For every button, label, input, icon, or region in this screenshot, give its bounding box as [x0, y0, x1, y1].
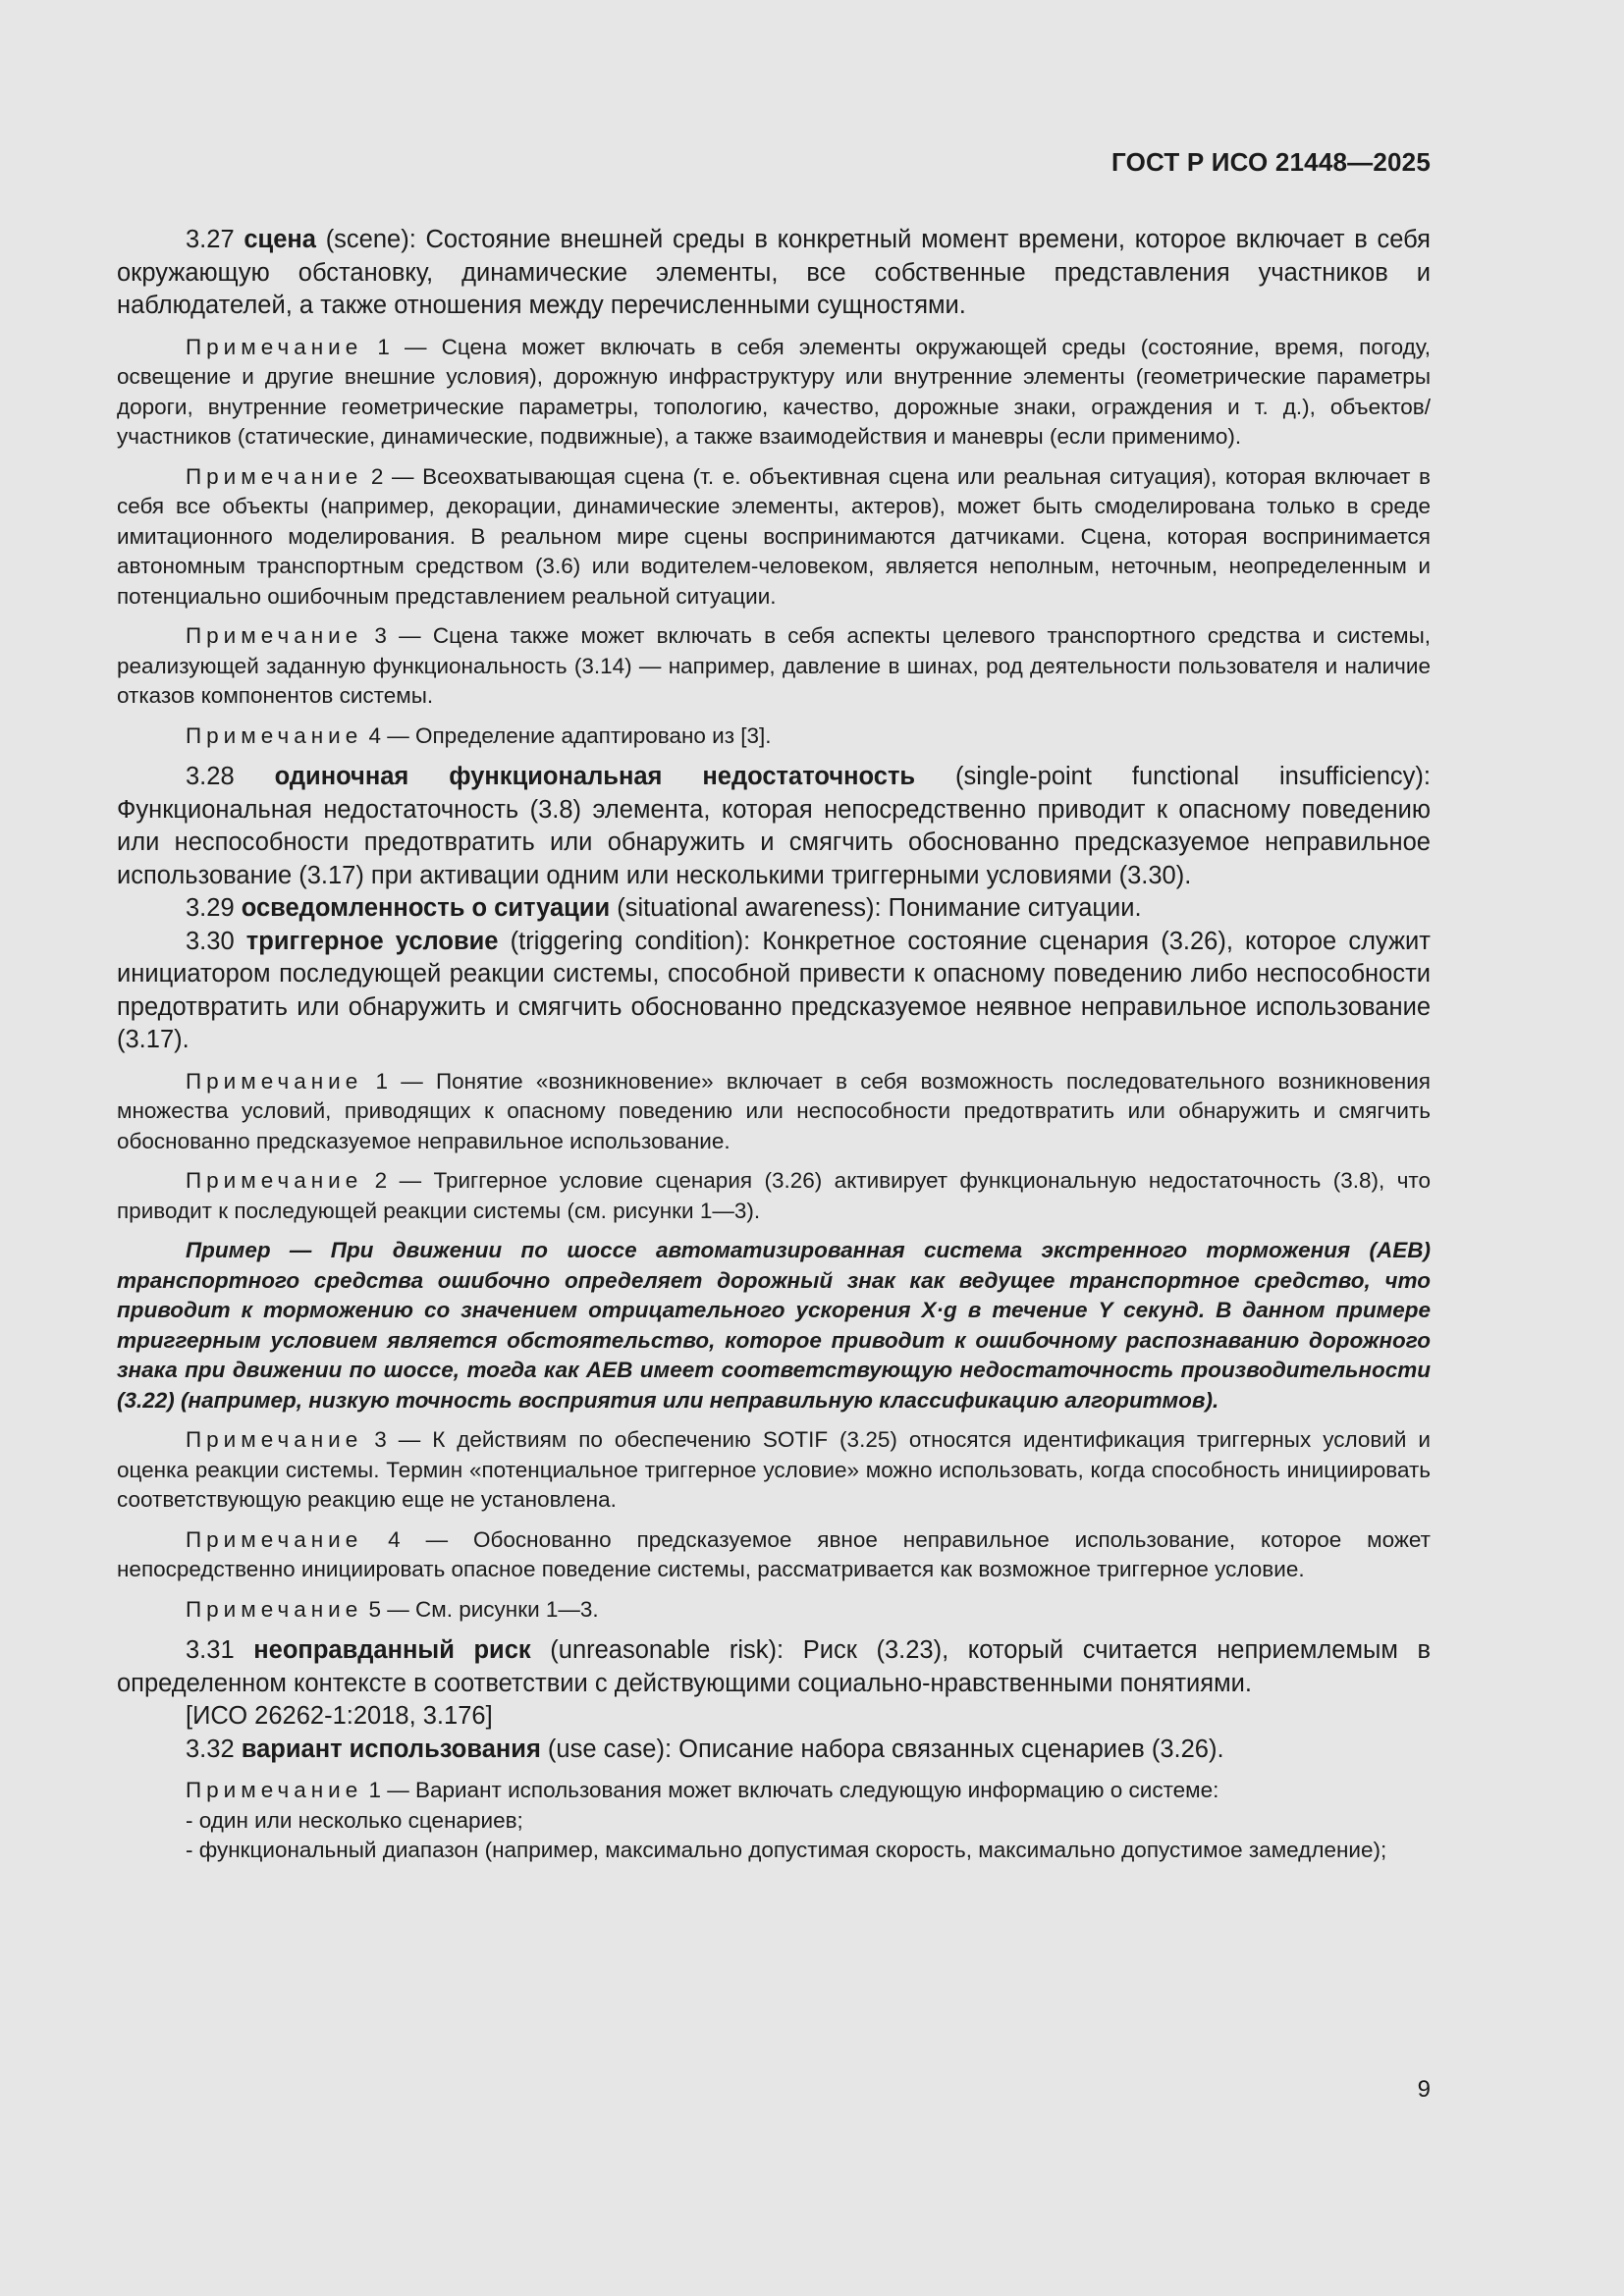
note-text: 4 — Обоснованно предсказуемое явное неправильное использование, которое может непосредственно инициировать опасное поведение системы, рассматривается как возможное триггерное условие.	[117, 1526, 1431, 1581]
term-number: 3.31	[186, 1636, 235, 1664]
note-text: 5 — См. рисунки 1—3.	[362, 1596, 599, 1622]
note-text: 2 — Всеохватывающая сцена (т. е. объективная сцена или реальная ситуация), которая включает в себя все объекты (например, декорации, динамические элементы, актеров), может быть смоделирована только в среде имитационного моделирования. В реальном мире сцены воспринимаются датчиками. Сцена, которая воспринимается автономным транспортным средством (3.6) или водителем-человеком, является неполным, неточным, неопределенным и потенциально ошибочным представлением реальной ситуации.	[117, 463, 1431, 609]
note-text: 1 — Понятие «возникновение» включает в себя возможность последовательного возникновения множества условий, приводящих к опасному поведению или неспособности предотвратить или обнаружить и смягчить обоснованно предсказуемое неправильное использование.	[117, 1068, 1431, 1153]
term-definition-text: (scene): Состояние внешней среды в конкретный момент времени, которое включает в себя окружающую обстановку, динамические элементы, все собственные представления участников и наблюдателей, а также отношения между перечисленными сущностями.	[117, 226, 1431, 319]
term-number: 3.32	[186, 1735, 235, 1763]
term-definition-text: (situational awareness): Понимание ситуации.	[610, 894, 1142, 922]
note-label: Примечание	[186, 1778, 363, 1802]
note-paragraph	[117, 1525, 1431, 1585]
term-name: сцена	[244, 226, 316, 253]
source-reference: [ИСО 26262-1:2018, 3.176]	[186, 1702, 493, 1730]
page-number: 9	[1417, 2076, 1431, 2103]
note-paragraph	[117, 462, 1431, 613]
term-name: неоправданный риск	[253, 1636, 531, 1664]
term-name: вариант использования	[241, 1735, 541, 1763]
term-definition-text: (use case): Описание набора связанных сценариев (3.26).	[540, 1735, 1224, 1763]
note-text: 4 — Определение адаптировано из [3].	[362, 722, 772, 748]
note-paragraph	[117, 1425, 1431, 1516]
term-definition	[117, 1734, 1431, 1767]
note-text: 1 — Сцена может включать в себя элементы окружающей среды (состояние, время, погоду, освещение и другие внешние условия), дорожную инфраструктуру или внутренние элементы (геометрические параметры дороги, внутренние геометрические параметры, топологию, качество, дорожные знаки, ограждения и т. д.), объектов/участников (статические, динамические, подвижные), а также взаимодействия и маневры (если применимо).	[117, 334, 1431, 449]
term-definition-text: (triggering condition): Конкретное состояние сценария (3.26), которое служит инициатором последующей реакции системы, способной привести к опасному поведению либо неспособности предотвратить или обнаружить и смягчить обоснованно предсказуемое неявное неправильное использование (3.17).	[117, 927, 1431, 1053]
note-paragraph	[117, 621, 1431, 712]
note-label: Примечание	[186, 1526, 363, 1552]
term-definition-text: (unreasonable risk): Риск (3.23), который считается неприемлемым в определенном контексте в соответствии с действующими социально-нравственными понятиями.	[117, 1636, 1432, 1697]
term-name: триггерное условие	[245, 927, 499, 955]
term-definition-text: (single-point functional insufficiency): Функциональная недостаточность (3.8) элемента, которая непосредственно приводит к опасному поведению или неспособности предотвратить или обнаружить и смягчить обоснованно предсказуемое неправильное использование (3.17) при активации одним или несколькими триггерными условиями (3.30).	[117, 763, 1431, 889]
term-name: одиночная функциональная недостаточность	[274, 763, 916, 790]
term-number: 3.27	[186, 226, 235, 253]
term-number: 3.30	[186, 927, 235, 955]
term-definition	[117, 892, 1431, 926]
note-label: Примечание	[186, 1596, 363, 1622]
term-number: 3.29	[186, 894, 235, 922]
note-label: Примечание	[186, 334, 363, 359]
term-definition	[117, 926, 1431, 1057]
note-text: 3 — К действиям по обеспечению SOTIF (3.25) относятся идентификация триггерных условий и оценка реакции системы. Термин «потенциальное триггерное условие» можно использовать, когда способность инициировать соответствующую реакцию еще не установлена.	[117, 1427, 1431, 1512]
term-name: осведомленность о ситуации	[241, 894, 611, 922]
note-label: Примечание	[186, 1068, 363, 1094]
list-item: - один или несколько сценариев;	[186, 1807, 523, 1833]
note-paragraph	[117, 1067, 1431, 1157]
document-id-header: ГОСТ Р ИСО 21448—2025	[1110, 147, 1431, 177]
note-text: 1 — Вариант использования может включать следующую информацию о системе:	[362, 1778, 1219, 1802]
list-item: - функциональный диапазон (например, максимально допустимая скорость, максимально допустимое замедление);	[186, 1838, 1387, 1862]
note-paragraph	[117, 1166, 1431, 1226]
note-text: 2 — Триггерное условие сценария (3.26) активирует функциональную недостаточность (3.8), что приводит к последующей реакции системы (см. рисунки 1—3).	[117, 1168, 1431, 1223]
note-paragraph	[117, 1595, 1431, 1626]
term-number: 3.28	[186, 763, 235, 790]
note-label: Примечание	[186, 722, 363, 748]
note-paragraph	[117, 333, 1431, 453]
note-label: Примечание	[186, 1427, 363, 1452]
note-paragraph	[117, 721, 1431, 752]
note-label: Примечание	[186, 463, 363, 489]
example-paragraph: Пример — При движении по шоссе автоматизированная система экстренного торможения (AEB) транспортного средства ошибочно определяет дорожный знак как ведущее транспортное средство, что приводит к торможению со значением отрицательного ускорения X·g в течение Y секунд. В данном примере триггерным условием является обстоятельство, которое приводит к ошибочному распознаванию дорожного знака при движении по шоссе, тогда как AEB имеет соответствующую недостаточность производительности (3.22) (например, низкую точность восприятия или неправильную классификацию алгоритмов).	[117, 1238, 1431, 1413]
note-label: Примечание	[186, 623, 363, 648]
term-definition	[117, 224, 1431, 323]
note-paragraph	[117, 1776, 1431, 1806]
term-definition	[117, 761, 1431, 892]
document-body	[117, 224, 1431, 1866]
term-definition	[117, 1634, 1431, 1700]
note-label: Примечание	[186, 1168, 363, 1193]
note-text: 3 — Сцена также может включать в себя аспекты целевого транспортного средства и системы, реализующей заданную функциональность (3.14) — например, давление в шинах, род деятельности пользователя и наличие отказов компонентов системы.	[117, 623, 1431, 708]
